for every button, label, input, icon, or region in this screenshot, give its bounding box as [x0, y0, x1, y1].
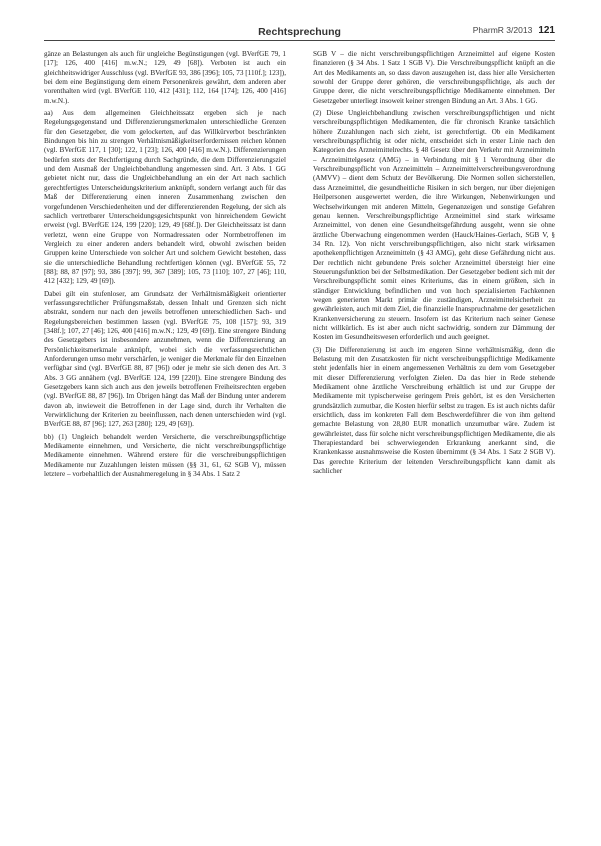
paragraph: (2) Diese Ungleichbehandlung zwischen verschreibungspflichtigen und nicht verschreibungspflichtigen Medikamenten, die für chronisch Kranke tatsächlich höhere Zuzahlungen nach sich zieht, ist gerechtfertigt. Ob ein Medikament verschreibungspflichtig ist oder nicht, entscheidet sich in erster Linie nach den Kategorien des Arzneimittelrechts. § 48 Gesetz über den Verkehr mit Arzneimitteln – Arzneimittelgesetz (AMG) – in Verbindung mit § 1 Verordnung über die Verschreibungspflicht von Arzneimitteln – Arzneimittelverschreibungsverordnung (AMVV) – dient dem Schutz der Bevölkerung. Die Normen sollen sicherstellen, dass Arzneimittel, die gesundheitliche Risiken in sich bergen, nur über diejenigen Heilpersonen ausgewertet werden, die ihre Wirkungen, Nebenwirkungen und Wechselwirkungen mit anderen Mitteln, Gegenanzeigen und sonstige Gefahren genau kennen. Verschreibungspflichtige Arzneimittel sind stark wirksame Arzneimittel, von denen eine Gesundheitsgefährdung ausgeht, wenn sie ohne ärztliche Überwachung eingenommen werden (Hauck/Haines-Gerlach, SGB V, § 34 Rn. 12). Von nicht verschreibungspflichtigen, also nicht stark wirksamen apothekenpflichtigen Arzneimitteln (§ 43 AMG), geht diese Gefährdung nicht aus. Der rechtlich nicht gebundene Preis solcher Arzneimittel übersteigt hier eine Steuerungsfunktion bei der Selbstmedikation. Der Gesetzgeber bedient sich mit der Verschreibungspflicht somit eines Kriteriums, das in einem größten, sich in ständiger Entwicklung befindlichen und von hoch spezialisierten Fachkennen wegen generierten Markt primär die zuständigen, Arzneimittelsicherheit zu gewährleisten, auch mit dem Ziel, die finanzielle Inanspruchnahme der gesetzlichen Krankenversicherung zu steuern. Insofern ist das Kriterium nach seiner Genese nicht willkürlich. Es ist aber auch nicht sachwidrig, sondern zur Dämmung der Kosten im Gesundheitswesen erforderlich und auch geeignet. — [313, 109, 555, 342]
paragraph: (3) Die Differenzierung ist auch im engeren Sinne verhältnismäßig, denn die Belastung mit den Zusatzkosten für nicht verschreibungspflichtige Medikamente steht jedenfalls hier in einem angemessenen Verhältnis zu dem vom Gesetzgeber mit dieser Differenzierung verfolgten Zielen. Da das hier in Rede stehende Medikament ohne ärztliche Verschreibung erhältlich ist und zur Gruppe der Medikamente mit typischerweise geringem Preis gehört, ist es den Versicherten grundsätzlich zumutbar, die Kosten hierfür selbst zu tragen. Es ist auch nichts dafür ersichtlich, dass im konkreten Fall dem Beschwerdeführer die von ihm geltend gemachte Belastung von 28,80 EUR monatlich unzumutbar wäre. Zudem ist gewährleistet, dass für solche nicht verschreibungspflichtigen Medikamente, die als Therapiestandard bei schwerwiegenden Erkrankung anerkannt sind, die Krankenkasse ausnahmsweise die Kosten übernimmt (§ 34 Abs. 1 Satz 2 SGB V). Das gerechte Kriterium der leitenden Verschreibungspflicht kann damit als sachlicher — [313, 345, 555, 476]
right-column — [313, 50, 555, 479]
left-column — [44, 50, 286, 482]
page-number: 121 — [538, 25, 555, 36]
paragraph: aa) Aus dem allgemeinen Gleichheitssatz ergeben sich je nach Regelungsgegenstand und Differenzierungsmerkmalen unterschiedliche Grenzen für den Gesetzgeber, die vom gelockerten, auf das Willkürverbot beschränkten Bindungen bis hin zu strengen Verhältnismäßigkeitserfordernissen reichen können (vgl. BVerfGE 117, 1 [30]; 122, 1 [23]; 126, 400 [416] m.w.N.). Differenzierungen bedürfen stets der Rechtfertigung durch Sachgründe, die dem Differenzierungsziel und dem Ausmaß der Ungleichbehandlung angemessen sind. Art. 3 Abs. 1 GG gebietet nicht nur, dass die Ungleichbehandlung an ein der Art nach sachlich gerechtfertigtes Unterscheidungskriterium anknüpft, sondern verlangt auch für das Maß der Differenzierung einen inneren Zusammenhang zwischen den vorgefundenen Verschiedenheiten und der differenzierenden Regelung, der sich als sachlich vertretbarer Unterscheidungsgesichtspunkt von hinreichendem Gewicht erweist (vgl. BVerfGE 124, 199 [220]; 129, 49 [68f.]). Der Gleichheitssatz ist dann verletzt, wenn eine Gruppe von Normadressaten oder Normbetroffenen im Vergleich zu einer anderen anders behandelt wird, obwohl zwischen beiden Gruppen keine Unterschiede von solcher Art und solchem Gewicht bestehen, dass sie die unterschiedliche Behandlung rechtfertigen können (vgl. BVerfGE 55, 72 [88]; 88, 87 [97]; 93, 386 [397]; 99, 367 [389]; 105, 73 [110]; 107, 27 [46]; 110, 412 [432]; 129, 49 [69]). — [44, 109, 286, 286]
paragraph: gänze an Belastungen als auch für ungleiche Begünstigungen (vgl. BVerfGE 79, 1 [17]; 126, 400 [416] m.w.N.; 129, 49 [68]). Verboten ist auch ein gleichheitswidriger Ausschluss (vgl. BVerfGE 93, 386 [396]; 105, 73 [110f.]; 123]), bei dem eine Begünstigung dem einem Personenkreis gewährt, dem anderen aber vorenthalten wird (vgl. BVerfGE 110, 412 [431]; 112, 164 [174]; 126, 400 [416] m.w.N.). — [44, 50, 286, 105]
paragraph: SGB V – die nicht verschreibungspflichtigen Arzneimittel auf eigene Kosten finanzieren (§ 34 Abs. 1 Satz 1 SGB V). Die Verschreibungspflicht knüpft an die Art des Medikaments an, so dass davon auszugehen ist, dass hier alle Versicherten sowohl der Gruppe derer gehören, die verschreibungspflichtige, als auch der Gruppe derer, die nicht verschreibungspflichtige Medikamente einnehmen. Der Gesetzgeber unterliegt insoweit keiner strengen Bindung an Art. 3 Abs. 1 GG. — [313, 50, 555, 105]
paragraph: bb) (1) Ungleich behandelt werden Versicherte, die verschreibungspflichtige Medikamente einnehmen, und Versicherte, die nicht verschreibungspflichtige Medikamente einnehmen. Während erstere für die verschreibungspflichtigen Medikamente nur Zuzahlungen leisten müssen (§§ 31, 61, 62 SGB V), müssen letztere – vorbehaltlich der Ausnahmeregelung in § 34 Abs. 1 Satz 2 — [44, 432, 286, 479]
header-rule — [44, 40, 555, 41]
paragraph: Dabei gilt ein stufenloser, am Grundsatz der Verhältnismäßigkeit orientierter verfassungsrechtlicher Prüfungsmaßstab, dessen Inhalt und Grenzen sich nicht abstrakt, sondern nur nach den jeweils betroffenen unterschiedlichen Sach- und Regelungsbereichen bestimmen lassen (vgl. BVerfGE 75, 108 [157]; 93, 319 [348f.]; 107, 27 [46]; 126, 400 [416] m.w.N.; 129, 49 [69]). Eine strengere Bindung des Gesetzgebers ist insbesondere anzunehmen, wenn die Differenzierung an Persönlichkeitsmerkmale anknüpft, wobei sich die verfassungsrechtlichen Anforderungen umso mehr verschärfen, je weniger die Merkmale für den Einzelnen verfügbar sind (vgl. BVerfGE 88, 87 [96]) oder je mehr sie sich denen des Art. 3 Abs. 3 GG annähern (vgl. BVerfGE 124, 199 [220]). Eine strengere Bindung des Gesetzgebers kann sich auch aus den jeweils betroffenen Freiheitsrechten ergeben (vgl. BVerfGE 88, 87 [96]). Im Übrigen hängt das Maß der Bindung unter anderem davon ab, inwieweit die Betroffenen in der Lage sind, durch ihr Verhalten die Verwirklichung der Kriterien zu beeinflussen, nach denen unterschieden wird (vgl. BVerfGE 88, 87 [96]; 127, 263 [280]; 129, 49 [69]). — [44, 289, 286, 429]
journal-reference — [473, 25, 555, 36]
journal-issue: PharmR 3/2013 — [472, 25, 533, 35]
section-title: Rechtsprechung — [258, 26, 341, 38]
